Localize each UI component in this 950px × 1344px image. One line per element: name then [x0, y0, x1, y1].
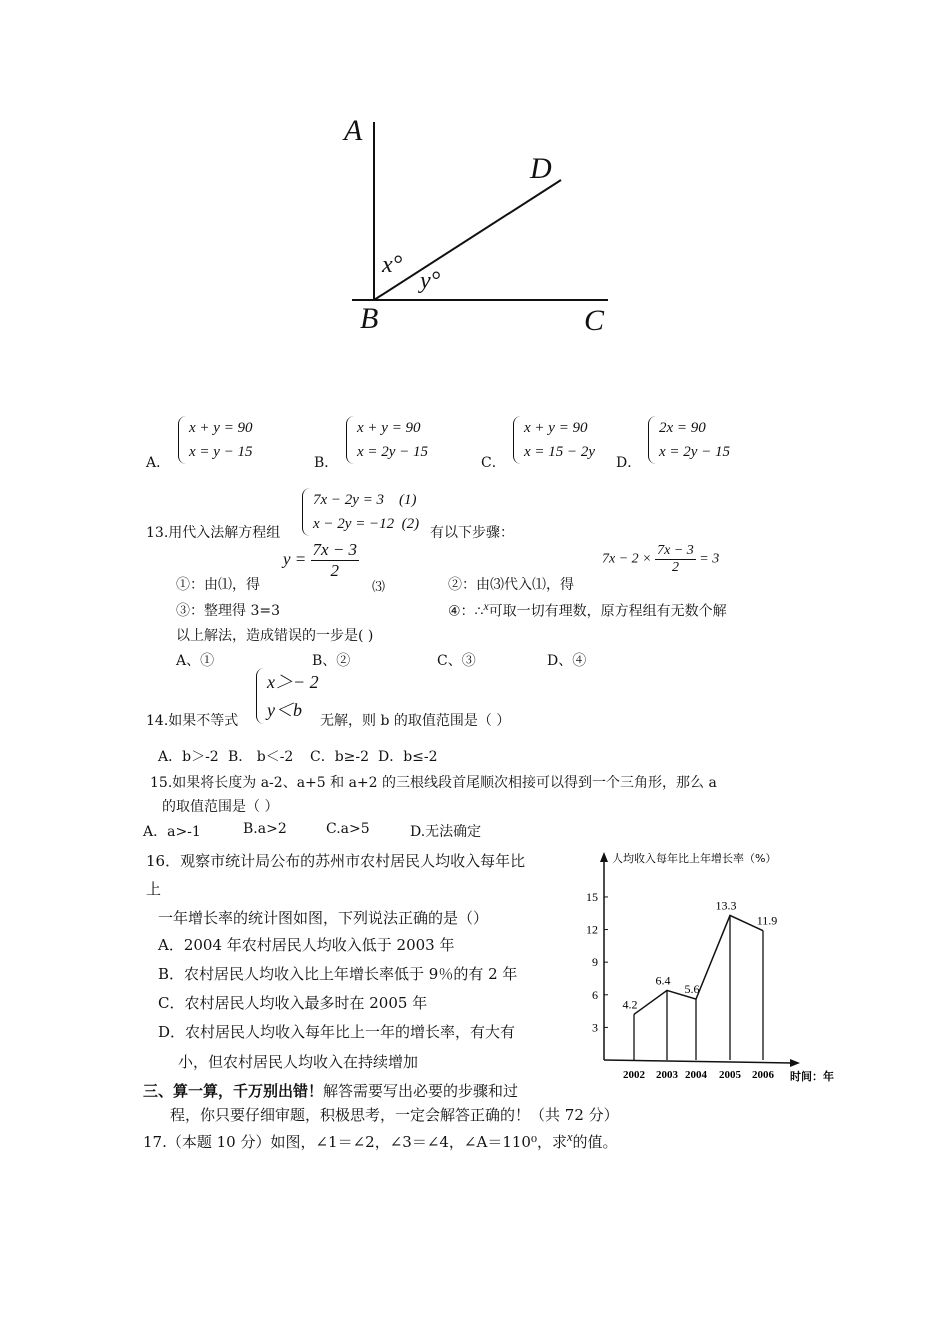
eq: x＞− 2	[267, 672, 319, 692]
q12-option-d-label: D．	[616, 455, 642, 471]
q12-option-b	[346, 416, 428, 464]
y-tick-label: 15	[586, 889, 598, 904]
eq: x = y − 15	[189, 444, 253, 460]
eq: x − 2y = −12 (2)	[313, 516, 420, 532]
q13-option-d: D、④	[547, 653, 587, 669]
q13-suffix: 有以下步骤：	[430, 525, 514, 541]
therefore: ④：∴	[448, 603, 484, 620]
data-label: 4.2	[622, 997, 638, 1012]
q15-line1: 15.如果将长度为 a-2、a+5 和 a+2 的三根线段首尾顺次相接可以得到一个三角形，那么 a	[150, 775, 717, 791]
label-b: B	[360, 302, 379, 335]
q17-end: 的值。	[572, 1133, 618, 1151]
q16-line1: 16．观察市统计局公布的苏州市农村居民人均收入每年比	[146, 852, 526, 870]
q15-option-a: A．a>-1	[143, 824, 201, 840]
eq: x = 2y − 15	[357, 444, 429, 460]
fraction	[311, 540, 360, 581]
y-tick-label: 3	[592, 1020, 598, 1035]
q14-option-b: B． b＜-2	[228, 749, 294, 765]
q14-option-c: C．b≥-2	[310, 749, 370, 765]
label-c: C	[584, 304, 605, 337]
q13-step2: ②：由⑶代入⑴，得	[448, 577, 574, 593]
y-axis-arrow	[600, 852, 608, 862]
x-tick-label: 2002	[623, 1069, 645, 1081]
q13-prefix: 13.用代入法解方程组	[146, 525, 281, 541]
q12-option-b-label: B．	[314, 455, 339, 471]
q17-text: 17.（本题 10 分）如图，∠1＝∠2，∠3＝∠4，∠A＝110⁰，求	[143, 1133, 567, 1151]
q14-option-a: A．b＞-2	[158, 749, 219, 765]
q13-step3: ③：整理得 3=3	[176, 603, 280, 619]
q15-option-b: B.a>2	[243, 821, 287, 837]
ray-bd	[374, 180, 561, 300]
chart-title: 人均收入每年比上年增长率（%）	[612, 852, 777, 865]
x-axis-label: 时间：年	[790, 1070, 834, 1083]
eq: x + y = 90	[357, 420, 421, 436]
denominator: 2	[330, 561, 340, 580]
x-tick-label: 2006	[752, 1069, 774, 1081]
var-x: x	[566, 1130, 573, 1144]
q12-option-d	[648, 416, 730, 464]
growth-rate-chart	[580, 840, 835, 1090]
step4-rest: 可取一切有理数，原方程组有无数个解	[488, 603, 727, 620]
y-tick-label: 12	[586, 922, 598, 937]
section3-title: 三、算一算，千万别出错！	[143, 1082, 324, 1100]
q13-option-c: C、③	[437, 653, 476, 669]
q13-step2-eq	[602, 543, 719, 576]
q16-line2: 上	[146, 880, 162, 898]
q15-option-c: C.a>5	[326, 821, 370, 837]
x-tick-label: 2005	[719, 1069, 741, 1081]
angle-y-label: y°	[420, 268, 441, 294]
label-d: D	[530, 152, 552, 185]
eq: x + y = 90	[524, 420, 588, 436]
eq: x + y = 90	[189, 420, 253, 436]
denominator: 2	[671, 560, 679, 575]
data-line	[634, 915, 763, 1014]
q13-question: 以上解法，造成错误的一步是( )	[176, 628, 374, 644]
q14-suffix: 无解，则 b 的取值范围是（ ）	[320, 713, 511, 729]
q12-option-a-label: A．	[146, 455, 171, 471]
numerator: 7x − 3	[312, 540, 358, 559]
numerator: 7x − 3	[657, 543, 694, 558]
section3-line2: 程，你只要仔细审题，积极思考，一定会解答正确的！（共 72 分）	[170, 1106, 619, 1124]
data-label: 11.9	[756, 913, 778, 928]
q16-line3: 一年增长率的统计图如图，下列说法正确的是（）	[158, 909, 489, 927]
q13-step1-tag: ⑶	[372, 579, 386, 594]
eq: y＜b	[267, 700, 302, 720]
q15-line2: 的取值范围是（ ）	[162, 799, 279, 815]
q12-option-c-label: C．	[481, 455, 506, 471]
x-tick-label: 2004	[685, 1069, 707, 1081]
q13-step1: ①：由⑴，得	[176, 577, 260, 593]
eq: 2x = 90	[659, 420, 706, 436]
q13-option-a: A、①	[176, 653, 215, 669]
q16-option-d: D．农村居民人均收入每年比上一年的增长率，有大有	[158, 1023, 516, 1041]
var-x: x	[483, 600, 489, 613]
q16-option-a: A．2004 年农村居民人均收入低于 2003 年	[158, 936, 455, 954]
angle-x-label: x°	[382, 252, 403, 278]
eq-rhs: = 3	[699, 551, 720, 567]
data-label: 13.3	[715, 898, 737, 913]
eq: 7x − 2y = 3 (1)	[313, 492, 417, 508]
data-label: 5.6	[684, 982, 700, 997]
q14-system	[256, 668, 319, 724]
x-axis-arrow	[790, 1059, 800, 1067]
x-tick-label: 2003	[656, 1069, 678, 1081]
label-a: A	[344, 114, 363, 147]
q13-system	[302, 488, 419, 536]
section3-heading	[143, 1080, 518, 1101]
q15-option-d: D.无法确定	[410, 824, 482, 840]
q16-option-b: B．农村居民人均收入比上年增长率低于 9％的有 2 年	[158, 965, 518, 983]
q17	[143, 1130, 618, 1152]
eq-lhs: y =	[283, 549, 307, 569]
eq: x = 15 − 2y	[524, 444, 596, 460]
q13-option-b: B、②	[312, 653, 351, 669]
x-axis	[604, 1060, 792, 1063]
q13-step4	[448, 600, 727, 621]
y-tick-label: 6	[592, 987, 598, 1002]
q16-option-c: C．农村居民人均收入最多时在 2005 年	[158, 994, 428, 1012]
eq-lhs: 7x − 2 ×	[602, 551, 652, 567]
eq: x = 2y − 15	[659, 444, 731, 460]
q14-option-d: D．b≤-2	[378, 749, 438, 765]
q14-prefix: 14.如果不等式	[146, 713, 239, 729]
q12-option-c	[513, 416, 595, 464]
fraction	[655, 543, 696, 576]
q16-option-d-cont: 小，但农村居民人均收入在持续增加	[178, 1053, 419, 1071]
y-tick-label: 9	[592, 955, 598, 970]
q13-step1-eq	[283, 540, 359, 581]
q12-option-a	[178, 416, 253, 464]
data-label: 6.4	[655, 973, 671, 988]
section3-line1: 解答需要写出必要的步骤和过	[323, 1082, 519, 1100]
